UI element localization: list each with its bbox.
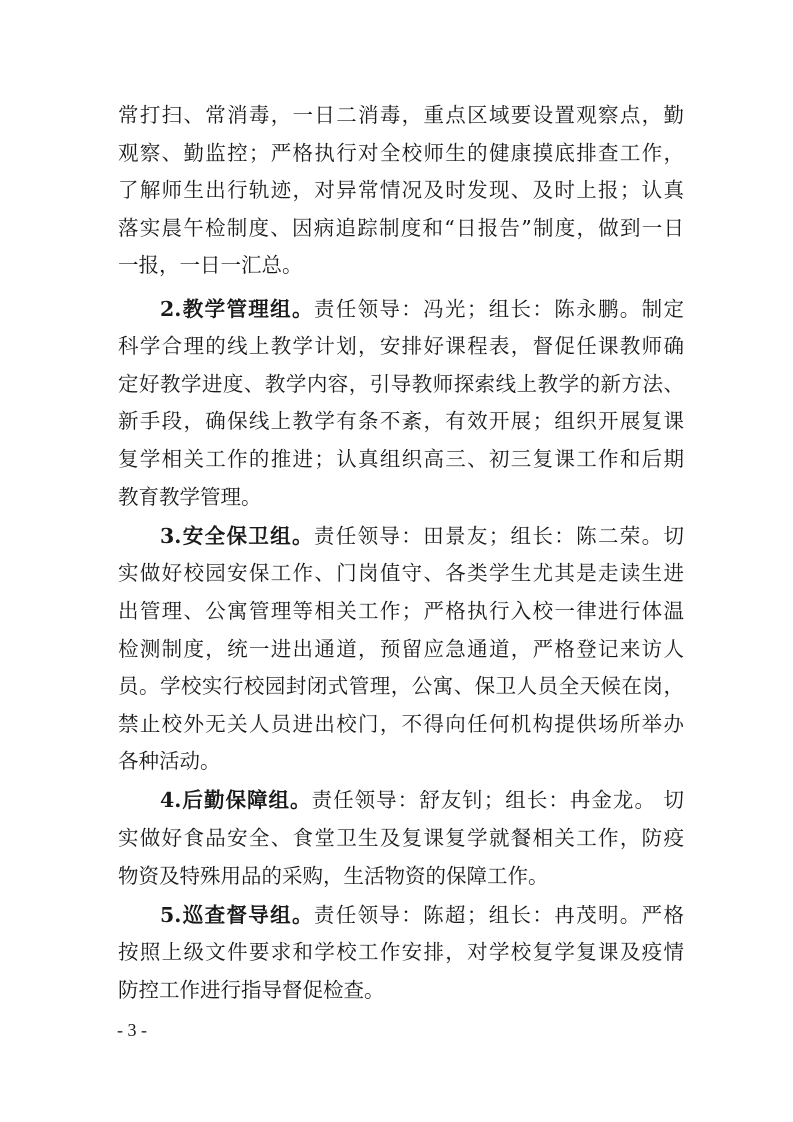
paragraph-line: 了解师生出行轨迹，对异常情况及时发现、及时上报；认真: [118, 178, 684, 203]
section-heading: 3.安全保卫组。: [160, 523, 314, 548]
paragraph-line: 防控工作进行指导督促检查。: [118, 978, 385, 1002]
section-teaching-first-line: [160, 294, 684, 324]
paragraph-line: 一报，一日一汇总。: [118, 253, 303, 278]
paragraph-line: 按照上级文件要求和学校工作安排，对学校复学复课及疫情: [118, 940, 684, 965]
paragraph-line: 禁止校外无关人员进出校门，不得向任何机构提供场所举办: [118, 711, 684, 736]
paragraph-line: 定好教学进度、教学内容，引导教师探索线上教学的新方法、: [118, 371, 684, 396]
paragraph-line: 复学相关工作的推进；认真组织高三、初三复课工作和后期: [118, 446, 684, 471]
paragraph-line: 实做好校园安保工作、门岗值守、各类学生尤其是走读生进: [118, 561, 684, 586]
section-security-first-line: [160, 521, 684, 551]
paragraph-line: 检测制度，统一进出通道，预留应急通道，严格登记来访人: [118, 636, 684, 661]
section-heading: 4.后勤保障组。: [160, 788, 312, 813]
section-heading: 5.巡查督导组。: [160, 902, 314, 927]
page-number: - 3 -: [117, 1020, 147, 1040]
paragraph-line: 物资及特殊用品的采购，生活物资的保障工作。: [118, 863, 549, 888]
section-heading: 2.教学管理组。: [160, 296, 314, 321]
paragraph-line: 观察、勤监控；严格执行对全校师生的健康摸底排查工作，: [118, 140, 684, 165]
section-text: 责任领导：陈超；组长：冉茂明。严格: [313, 902, 685, 927]
section-text: 责任领导：冯光；组长：陈永鹏。制定: [313, 296, 685, 321]
paragraph-line: 科学合理的线上教学计划，安排好课程表，督促任课教师确: [118, 334, 684, 359]
paragraph-line: 员。学校实行校园封闭式管理，公寓、保卫人员全天候在岗，: [118, 674, 684, 699]
paragraph-line: 落实晨午检制度、因病追踪制度和“日报告”制度，做到一日: [118, 215, 684, 240]
paragraph-line: 常打扫、常消毒，一日二消毒，重点区域要设置观察点，勤: [118, 103, 684, 127]
paragraph-line: 实做好食品安全、食堂卫生及复课复学就餐相关工作，防疫: [118, 826, 684, 851]
paragraph-line: 新手段，确保线上教学有条不紊，有效开展；组织开展复课: [118, 409, 684, 434]
section-logistics-first-line: [160, 785, 684, 815]
section-text: 责任领导：舒友钊；组长：冉金龙。 切: [311, 788, 685, 813]
section-inspection-first-line: [160, 900, 684, 930]
paragraph-line: 出管理、公寓管理等相关工作；严格执行入校一律进行体温: [118, 598, 684, 623]
paragraph-line: 各种活动。: [118, 749, 221, 774]
section-text: 责任领导：田景友；组长：陈二荣。切: [313, 523, 685, 548]
paragraph-line: 教育教学管理。: [118, 484, 262, 509]
